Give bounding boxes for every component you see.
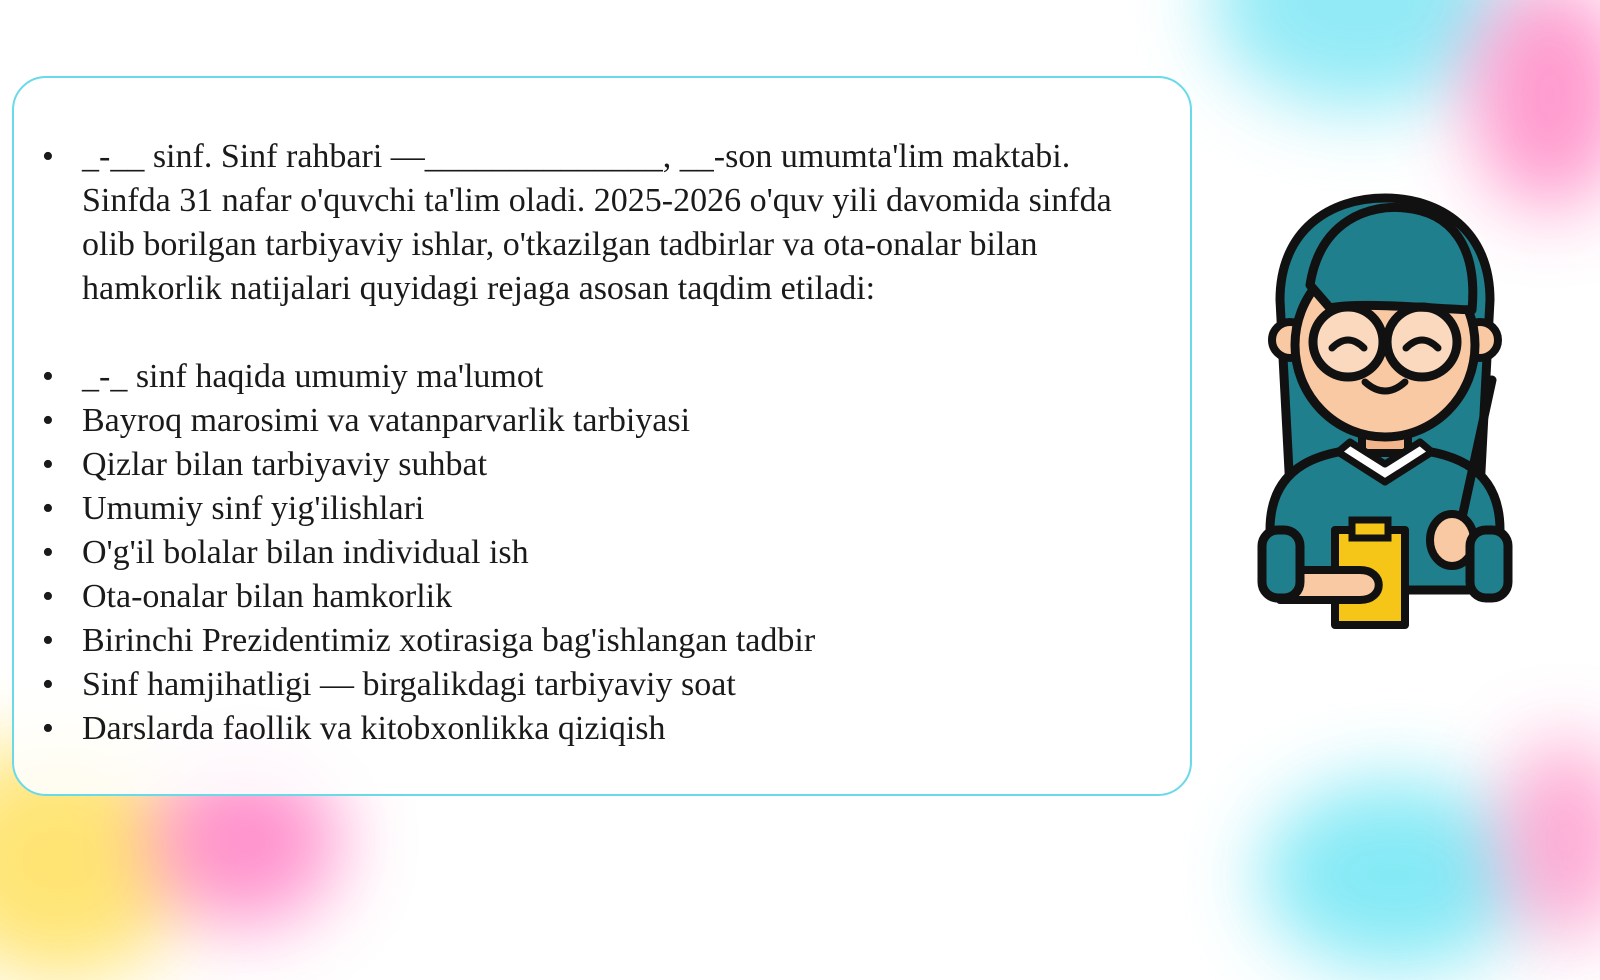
- content-card: [12, 76, 1192, 796]
- decor-blob-top-right-pink: [1470, 0, 1600, 210]
- plan-item: • Qizlar bilan tarbiyaviy suhbat: [82, 443, 1162, 487]
- plan-item: • _-_ sinf haqida umumiy ma'lumot: [82, 355, 1162, 399]
- plan-item: • Darslarda faollik va kitobxonlikka qiziqish: [82, 707, 1162, 751]
- plan-item: • Sinf hamjihatligi — birgalikdagi tarbiyaviy soat: [82, 663, 1162, 707]
- teacher-icon: [1240, 190, 1530, 650]
- plan-bullet-list: [82, 135, 1162, 751]
- plan-item: • Birinchi Prezidentimiz xotirasiga bag'ishlangan tadbir: [82, 619, 1162, 663]
- plan-item: • O'g'il bolalar bilan individual ish: [82, 531, 1162, 575]
- decor-blob-bottom-right-cyan: [1260, 780, 1530, 970]
- plan-item: • Umumiy sinf yig'ilishlari: [82, 487, 1162, 531]
- decor-blob-top-right-cyan: [1210, 0, 1510, 110]
- plan-item: • Ota-onalar bilan hamkorlik: [82, 575, 1162, 619]
- plan-item: • Bayroq marosimi va vatanparvarlik tarbiyasi: [82, 399, 1162, 443]
- intro-paragraph: • _-__ sinf. Sinf rahbari —______________, __-son umumta'lim maktabi. Sinfda 31 nafar o'quvchi ta'lim oladi. 2025-2026 o'quv yili davomida sinfda olib borilgan tarbiyaviy ishlar, o'tkazilgan tadbirlar va ota-onalar bilan hamkorlik natijalari quyidagi rejaga asosan taqdim etiladi:: [82, 135, 1162, 311]
